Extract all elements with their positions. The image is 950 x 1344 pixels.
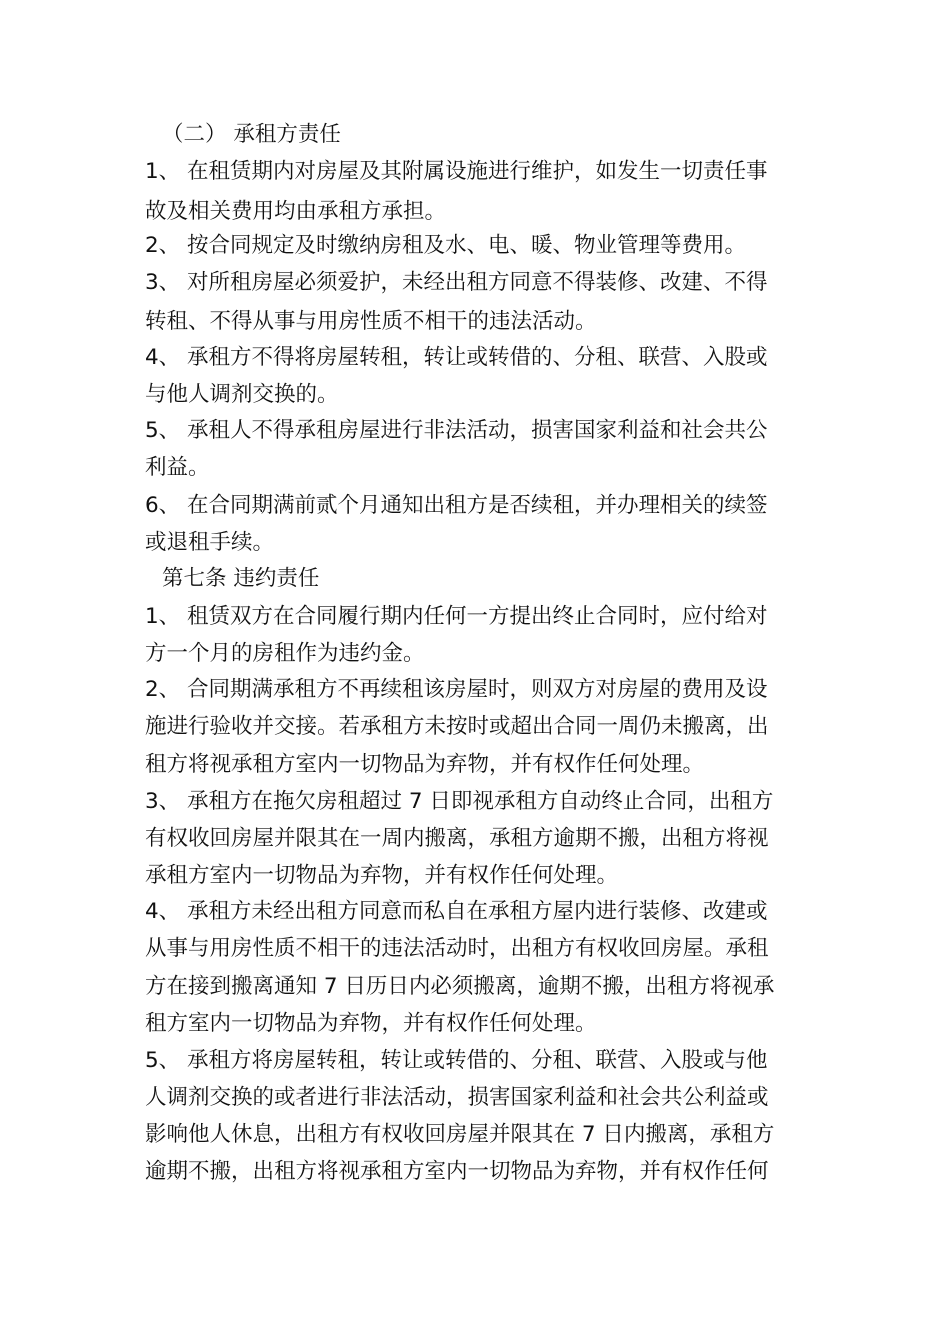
paragraph-line: 4、 承租方未经出租方同意而私自在承租方屋内进行装修、改建或 — [145, 899, 768, 924]
paragraph-line: 3、 承租方在拖欠房租超过 7 日即视承租方自动终止合同，出租方 — [145, 789, 774, 814]
paragraph-line: 租方将视承租方室内一切物品为弃物，并有权作任何处理。 — [145, 752, 705, 777]
paragraph-line: 5、 承租人不得承租房屋进行非法活动，损害国家利益和社会共公 — [145, 418, 768, 443]
paragraph-line: 转租、不得从事与用房性质不相干的违法活动。 — [145, 309, 597, 334]
paragraph-line: 4、 承租方不得将房屋转租，转让或转借的、分租、联营、入股或 — [145, 345, 768, 370]
paragraph-line: 5、 承租方将房屋转租，转让或转借的、分租、联营、入股或与他 — [145, 1048, 768, 1073]
paragraph-line: 3、 对所租房屋必须爱护，未经出租方同意不得装修、改建、不得 — [145, 270, 768, 295]
section-heading-lessee-duties: （二） 承租方责任 — [162, 122, 341, 147]
paragraph-line: 人调剂交换的或者进行非法活动，损害国家利益和社会共公利益或 — [145, 1085, 769, 1110]
paragraph-line: 与他人调剂交换的。 — [145, 382, 339, 407]
paragraph-line: 方一个月的房租作为违约金。 — [145, 641, 425, 666]
paragraph-line: 2、 合同期满承租方不再续租该房屋时，则双方对房屋的费用及设 — [145, 677, 768, 702]
paragraph-line: 承租方室内一切物品为弃物，并有权作任何处理。 — [145, 863, 619, 888]
paragraph-line: 逾期不搬，出租方将视承租方室内一切物品为弃物，并有权作任何 — [145, 1159, 769, 1184]
paragraph-line: 1、 租赁双方在合同履行期内任何一方提出终止合同时，应付给对 — [145, 604, 768, 629]
paragraph-line: 利益。 — [145, 455, 210, 480]
paragraph-line: 方在接到搬离通知 7 日历日内必须搬离，逾期不搬，出租方将视承 — [145, 974, 775, 999]
section-heading-breach-liability: 第七条 违约责任 — [162, 566, 320, 591]
paragraph-line: 有权收回房屋并限其在一周内搬离，承租方逾期不搬，出租方将视 — [145, 826, 769, 851]
paragraph-line: 2、 按合同规定及时缴纳房租及水、电、暖、物业管理等费用。 — [145, 233, 747, 258]
paragraph-line: 施进行验收并交接。若承租方未按时或超出合同一周仍未搬离，出 — [145, 714, 769, 739]
paragraph-line: 6、 在合同期满前贰个月通知出租方是否续租，并办理相关的续签 — [145, 493, 768, 518]
paragraph-line: 影响他人休息，出租方有权收回房屋并限其在 7 日内搬离，承租方 — [145, 1122, 775, 1147]
paragraph-line: 从事与用房性质不相干的违法活动时，出租方有权收回房屋。承租 — [145, 936, 769, 961]
paragraph-line: 故及相关费用均由承租方承担。 — [145, 199, 447, 224]
paragraph-line: 1、 在租赁期内对房屋及其附属设施进行维护，如发生一切责任事 — [145, 159, 768, 184]
paragraph-line: 或退租手续。 — [145, 530, 275, 555]
paragraph-line: 租方室内一切物品为弃物，并有权作任何处理。 — [145, 1011, 597, 1036]
